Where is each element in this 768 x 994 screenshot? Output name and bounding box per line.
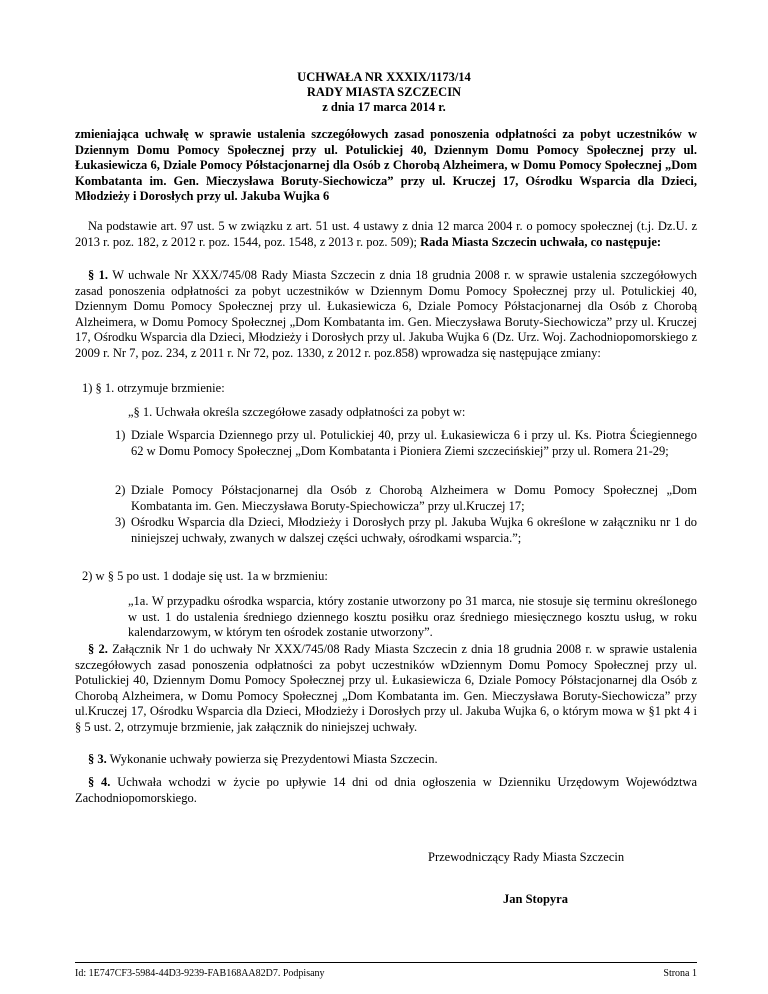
list-item [105,483,697,514]
legal-basis-text: Na podstawie art. 97 ust. 5 w związku z art. 51 ust. 4 ustawy z dnia 12 marca 2004 r. o pomocy społecznej (t.j. Dz.U. z 2013 r. poz. 182, z 2012 r. poz. 1544, poz. 1548, z 2013 r. poz. 509); [75,219,697,249]
change-1-quote: „§ 1. Uchwała określa szczegółowe zasady odpłatności za pobyt w: [128,405,466,419]
section-4-label: § 4. [88,775,111,789]
section-3-label: § 3. [88,752,107,766]
change-2-lead: 2) w § 5 po ust. 1 dodaje się ust. 1a w brzmieniu: [82,569,328,583]
footer-divider [75,962,697,963]
change-1-lead: 1) § 1. otrzymuje brzmienie: [82,381,225,395]
section-1-text: W uchwale Nr XXX/745/08 Rady Miasta Szczecin z dnia 18 grudnia 2008 r. w sprawie ustalenia szczegółowych zasad ponoszenia odpłatności za pobyt uczestników w Dziennym Domu Pomocy Społecznej przy ul. Potulickiej 40, Dziennym Domu Pomocy Społecznej przy ul. Łukasiewicza 6, Dziale Pomocy Półstacjonarnej dla Osób z Chorobą Alzheimera, w Domu Pomocy Społecznej „Dom Kombatanta im. Gen. Mieczysława Boruty-Siechowicza” przy ul. Kruczej 17, Ośrodku Wsparcia dla Dzieci, Młodzieży i Dorosłych przy ul. Jakuba Wujka 6 (Dz. Urz. Woj. Zachodniopomorskiego z 2009 r. Nr 7, poz. 234, z 2011 r. Nr 72, poz. 1330, z 2012 r. poz.858) wprowadza się następujące zmiany: [75,268,697,360]
page-number: Strona 1 [663,968,697,979]
section-3 [75,752,697,768]
section-2-label: § 2. [88,642,108,656]
resolution-title: zmieniająca uchwałę w sprawie ustalenia szczegółowych zasad ponoszenia odpłatności za pobyt uczestników w Dziennym Domu Pomocy Społecznej przy ul. Potulickiej 40, Dziennym Domu Pomocy Społecznej przy ul. Łukasiewicza 6, Dziale Pomocy Półstacjonarnej dla Osób z Chorobą Alzheimera, w Domu Pomocy Społecznej „Dom Kombatanta im. Gen. Mieczysława Boruty-Siechowicza” przy ul. Kruczej 17, Ośrodku Wsparcia dla Dzieci, Młodzieży i Dorosłych przy ul. Jakuba Wujka 6 [75,127,697,203]
list-item-number: 2) [115,483,126,497]
document-id: Id: 1E747CF3-5984-44D3-9239-FAB168AA82D7. Podpisany [75,968,325,979]
resolution-number: UCHWAŁA NR XXXIX/1173/14 [297,70,471,84]
council-name: RADY MIASTA SZCZECIN [306,85,462,99]
list-item-number: 3) [115,515,126,529]
section-1 [75,268,697,361]
section-2-text: Załącznik Nr 1 do uchwały Nr XXX/745/08 Rady Miasta Szczecin z dnia 18 grudnia 2008 r. w sprawie ustalenia szczegółowych zasad ponoszenia odpłatności za pobyt uczestników wDziennym Domu Pomocy Społecznej przy ul. Potulickiej 40, Dziennym Domu Pomocy Społecznej przy ul. Łukasiewicza 6, Dziale Pomocy Półstacjonarnej dla Osób z Chorobą Alzheimera, w Domu Pomocy Społecznej „Dom Kombatanta im. Gen. Mieczysława Boruty-Siechowicza” przy ul.Kruczej 17, Ośrodku Wsparcia dla Dzieci, Młodzieży i Dorosłych przy ul. Jakuba Wujka 6, o którym mowa w §1 pkt 4 i § 5 ust. 2, otrzymuje brzmienie, jak załącznik do niniejszej uchwały. [75,642,698,734]
legal-basis-bold: Rada Miasta Szczecin uchwała, co następuje: [420,234,662,249]
section-1-label: § 1. [88,268,109,282]
signatory-role: Przewodniczący Rady Miasta Szczecin [428,850,625,864]
section-3-text: Wykonanie uchwały powierza się Prezydentowi Miasta Szczecin. [106,752,438,766]
resolution-date: z dnia 17 marca 2014 r. [322,100,446,114]
list-item-text: Dziale Wsparcia Dziennego przy ul. Potulickiej 40, przy ul. Łukasiewicza 6 i przy ul. Ks. Piotra Ściegiennego 62 w Domu Pomocy Społecznej „Dom Kombatanta i Pioniera Ziemi szczecińskiej” przy ul. Romera 21-29; [131,428,697,458]
section-4 [75,775,697,806]
list-item-text: Ośrodku Wsparcia dla Dzieci, Młodzieży i Dorosłych przy pl. Jakuba Wujka 6 określone w załączniku nr 1 do niniejszej uchwały, zwanych w dalszej części uchwały, ośrodkami wsparcia.”; [131,515,697,545]
list-item-text: Dziale Pomocy Półstacjonarnej dla Osób z Chorobą Alzheimera w Domu Pomocy Społecznej „Dom Kombatanta im. Gen. Mieczysława Boruty-Spiechowicza” przy ul.Kruczej 17; [131,483,697,513]
section-2 [75,642,697,735]
list-item [105,428,697,459]
signatory-name: Jan Stopyra [503,892,568,906]
list-item [105,515,697,546]
change-2-quote: „1a. W przypadku ośrodka wsparcia, który zostanie utworzony po 31 marca, nie stosuje się terminu określonego w ust. 1 do ustalenia średniego dziennego kosztu posiłku oraz średniego miesięcznego kosztu usług, w roku kalendarzowym, w którym ten ośrodek zostanie utworzony”. [128,594,697,639]
document-header [0,70,768,115]
section-4-text: Uchwała wchodzi w życie po upływie 14 dni od dnia ogłoszenia w Dzienniku Urzędowym Województwa Zachodniopomorskiego. [75,775,698,805]
legal-basis-paragraph [75,219,697,250]
list-item-number: 1) [115,428,126,442]
